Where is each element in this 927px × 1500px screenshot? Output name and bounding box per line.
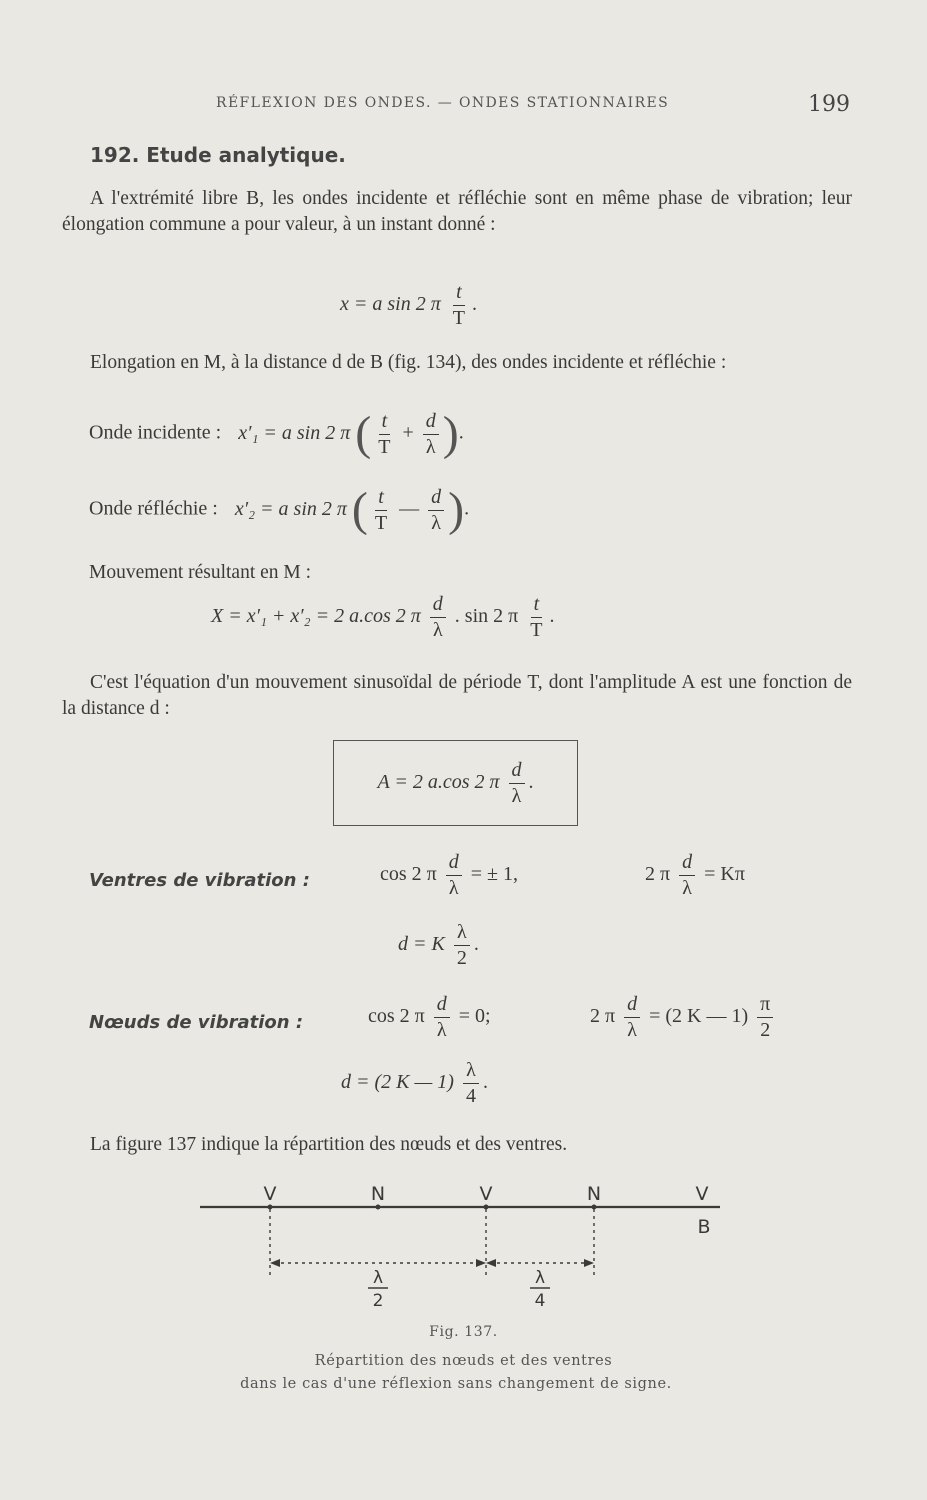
arrow-right-2 [584, 1259, 594, 1267]
point-n2 [592, 1205, 597, 1210]
figure-137-diagram [190, 1175, 750, 1315]
paragraph-5: La figure 137 indique la répartition des nœuds et des ventres. [90, 1134, 568, 1155]
label-ventre-3: V [695, 1183, 709, 1205]
fraction: $\frac{d}{\lambda}$ [434, 994, 450, 1041]
equation-elongation: x = a sin 2 π $\frac{t}{T}$ . [340, 281, 477, 329]
noeuds-label: Nœuds de vibration : [89, 1012, 304, 1033]
noeuds-equation-k: 2 π $\frac{d}{\lambda}$ = (2 K — 1) $\frac{\pi}{2}$ [590, 994, 777, 1041]
ventres-label: Ventres de vibration : [89, 870, 310, 891]
ventres-equation-cos: cos 2 π $\frac{d}{\lambda}$ = ± 1, [380, 851, 519, 899]
paragraph-3: Mouvement résultant en M : [89, 562, 312, 583]
fraction: $\frac{\lambda}{2}$ [454, 922, 470, 969]
point-v2 [484, 1205, 489, 1210]
ventres-equation-k: 2 π $\frac{d}{\lambda}$ = Kπ [645, 851, 745, 899]
label-ventre-1: V [263, 1183, 277, 1205]
fraction: $\frac{d}{\lambda}$ [428, 487, 444, 534]
paragraph-4: C'est l'équation d'un mouvement sinusoïdal de période T, dont l'amplitude A est une fonction de la distance d : [62, 672, 852, 719]
fraction: $\frac{d}{\lambda}$ [679, 852, 695, 899]
label-ventre-2: V [479, 1183, 493, 1205]
figure-caption-line-2: dans le cas d'une réflexion sans changement de signe. [240, 1376, 672, 1392]
ventres-equation-d: d = K $\frac{\lambda}{2}$ . [398, 921, 479, 969]
fraction: $\frac{d}{\lambda}$ [509, 760, 525, 807]
noeuds-equation-d: d = (2 K — 1) $\frac{\lambda}{4}$ . [341, 1059, 488, 1107]
figure-caption-line-1: Répartition des nœuds et des ventres [314, 1353, 613, 1369]
label-noeud-1: N [370, 1183, 386, 1205]
equation-resultant: X = x′₁ + x′₂ = 2 a.cos 2 π $\frac{d}{\lambda}$ . sin 2 π $\frac{t}{T}$ . [211, 593, 555, 641]
arrow-right-1 [476, 1259, 486, 1267]
equation-onde-incidente: Onde incidente : x′₁ = a sin 2 π ( $\frac{t}{T}$ + $\frac{d}{\lambda}$ ). [89, 407, 464, 460]
fraction: $\frac{\lambda}{4}$ [463, 1060, 479, 1107]
fraction: $\frac{t}{T}$ [452, 281, 465, 329]
noeuds-equation-cos: cos 2 π $\frac{d}{\lambda}$ = 0; [368, 993, 491, 1041]
dim2-num: λ [534, 1268, 546, 1288]
fraction: $\frac{d}{\lambda}$ [624, 994, 640, 1041]
label-end-b: B [697, 1216, 711, 1238]
fraction: $\frac{\pi}{2}$ [757, 994, 773, 1041]
paragraph-2: Elongation en M, à la distance d de B (fig. 134), des ondes incidente et réfléchie : [90, 352, 727, 373]
section-title: 192. Etude analytique. [90, 143, 346, 167]
fraction: $\frac{d}{\lambda}$ [423, 411, 439, 458]
fraction: $\frac{t}{T}$ [530, 593, 543, 641]
dim1-num: λ [372, 1268, 384, 1288]
arrow-left-1 [270, 1259, 280, 1267]
equation-onde-reflechie: Onde réfléchie : x′₂ = a sin 2 π ( $\frac{t}{T}$ — $\frac{d}{\lambda}$ ). [89, 483, 470, 536]
figure-number: Fig. 137. [429, 1324, 498, 1340]
fraction: $\frac{d}{\lambda}$ [446, 852, 462, 899]
paragraph-1: A l'extrémité libre B, les ondes incidente et réfléchie sont en même phase de vibration; leur élongation commune a pour valeur, à un instant donné : [62, 188, 852, 235]
point-n1 [376, 1205, 381, 1210]
fraction: $\frac{d}{\lambda}$ [430, 594, 446, 641]
point-v1 [268, 1205, 273, 1210]
arrow-left-2 [486, 1259, 496, 1267]
fraction: $\frac{t}{T}$ [374, 485, 388, 534]
running-header: RÉFLEXION DES ONDES. — ONDES STATIONNAIRES [216, 95, 670, 111]
page-number: 199 [808, 92, 850, 117]
dim2-den: 4 [534, 1291, 546, 1311]
dim1-den: 2 [372, 1291, 384, 1311]
label-noeud-2: N [586, 1183, 602, 1205]
boxed-amplitude-equation: A = 2 a.cos 2 π $\frac{d}{\lambda}$ . [333, 740, 578, 826]
fraction: $\frac{t}{T}$ [378, 409, 391, 458]
